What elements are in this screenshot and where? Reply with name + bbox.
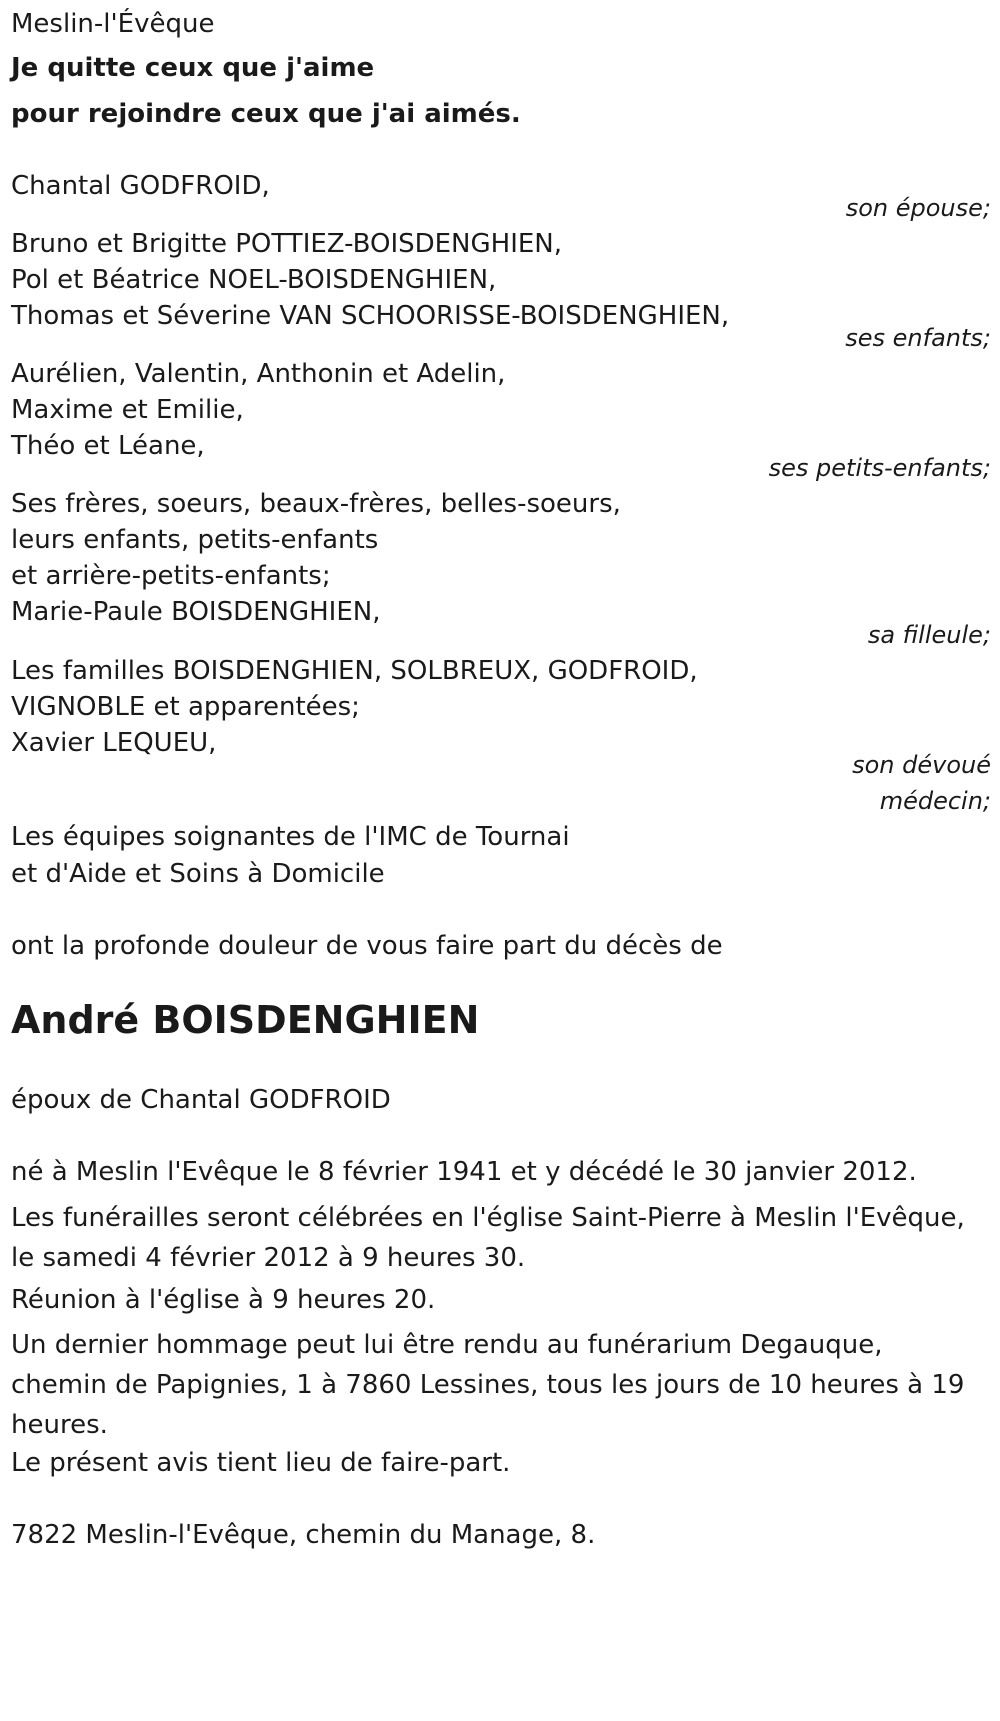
child-line-2: Pol et Béatrice NOEL-BOISDENGHIEN, <box>11 265 497 295</box>
tribute-info: Un dernier hommage peut lui être rendu au funérarium Degauque, chemin de Papignies, 1 à 7860 Lessines, tous les jours de 10 heures à 19 heures. <box>11 1330 965 1440</box>
care-teams-line-1: Les équipes soignantes de l'IMC de Tournai <box>11 822 570 852</box>
families-line-1: Les familles BOISDENGHIEN, SOLBREUX, GODFROID, <box>11 656 698 686</box>
location-header: Meslin-l'Évêque <box>11 9 215 39</box>
birth-death-info: né à Meslin l'Evêque le 8 février 1941 et y décédé le 30 janvier 2012. <box>11 1157 917 1187</box>
child-line-3: Thomas et Séverine VAN SCHOORISSE-BOISDENGHIEN, <box>11 301 730 331</box>
goddaughter-name: Marie-Paule BOISDENGHIEN, <box>11 597 381 627</box>
funeral-info: Les funérailles seront célébrées en l'église Saint-Pierre à Meslin l'Evêque, le samedi 4 février 2012 à 9 heures 30. <box>11 1203 965 1273</box>
quote-line-1: Je quitte ceux que j'aime <box>11 53 375 83</box>
children-role: ses enfants; <box>845 324 991 352</box>
doctor-name: Xavier LEQUEU, <box>11 728 217 758</box>
doctor-role-line-2: médecin; <box>879 787 991 815</box>
notice-text: Le présent avis tient lieu de faire-part. <box>11 1448 511 1478</box>
care-teams-line-2: et d'Aide et Soins à Domicile <box>11 859 385 889</box>
spouse-role: son épouse; <box>845 194 991 222</box>
deceased-name: André BOISDENGHIEN <box>11 998 480 1042</box>
grandchild-line-3: Théo et Léane, <box>11 431 205 461</box>
quote-line-2: pour rejoindre ceux que j'ai aimés. <box>11 99 521 129</box>
child-line-1: Bruno et Brigitte POTTIEZ-BOISDENGHIEN, <box>11 229 563 259</box>
grandchild-line-1: Aurélien, Valentin, Anthonin et Adelin, <box>11 359 506 389</box>
spouse-of: époux de Chantal GODFROID <box>11 1085 391 1115</box>
home-address: 7822 Meslin-l'Evêque, chemin du Manage, 8. <box>11 1520 596 1550</box>
goddaughter-role: sa filleule; <box>867 621 991 649</box>
families-line-2: VIGNOBLE et apparentées; <box>11 692 360 722</box>
grandchildren-role: ses petits-enfants; <box>768 454 991 482</box>
siblings-line-2: leurs enfants, petits-enfants <box>11 525 379 555</box>
siblings-line-1: Ses frères, soeurs, beaux-frères, belles-soeurs, <box>11 489 621 519</box>
doctor-role-line-1: son dévoué <box>852 751 991 779</box>
announcement-intro: ont la profonde douleur de vous faire part du décès de <box>11 931 723 961</box>
siblings-line-3: et arrière-petits-enfants; <box>11 561 331 591</box>
spouse-name: Chantal GODFROID, <box>11 171 270 201</box>
grandchild-line-2: Maxime et Emilie, <box>11 395 244 425</box>
meeting-info: Réunion à l'église à 9 heures 20. <box>11 1285 436 1315</box>
